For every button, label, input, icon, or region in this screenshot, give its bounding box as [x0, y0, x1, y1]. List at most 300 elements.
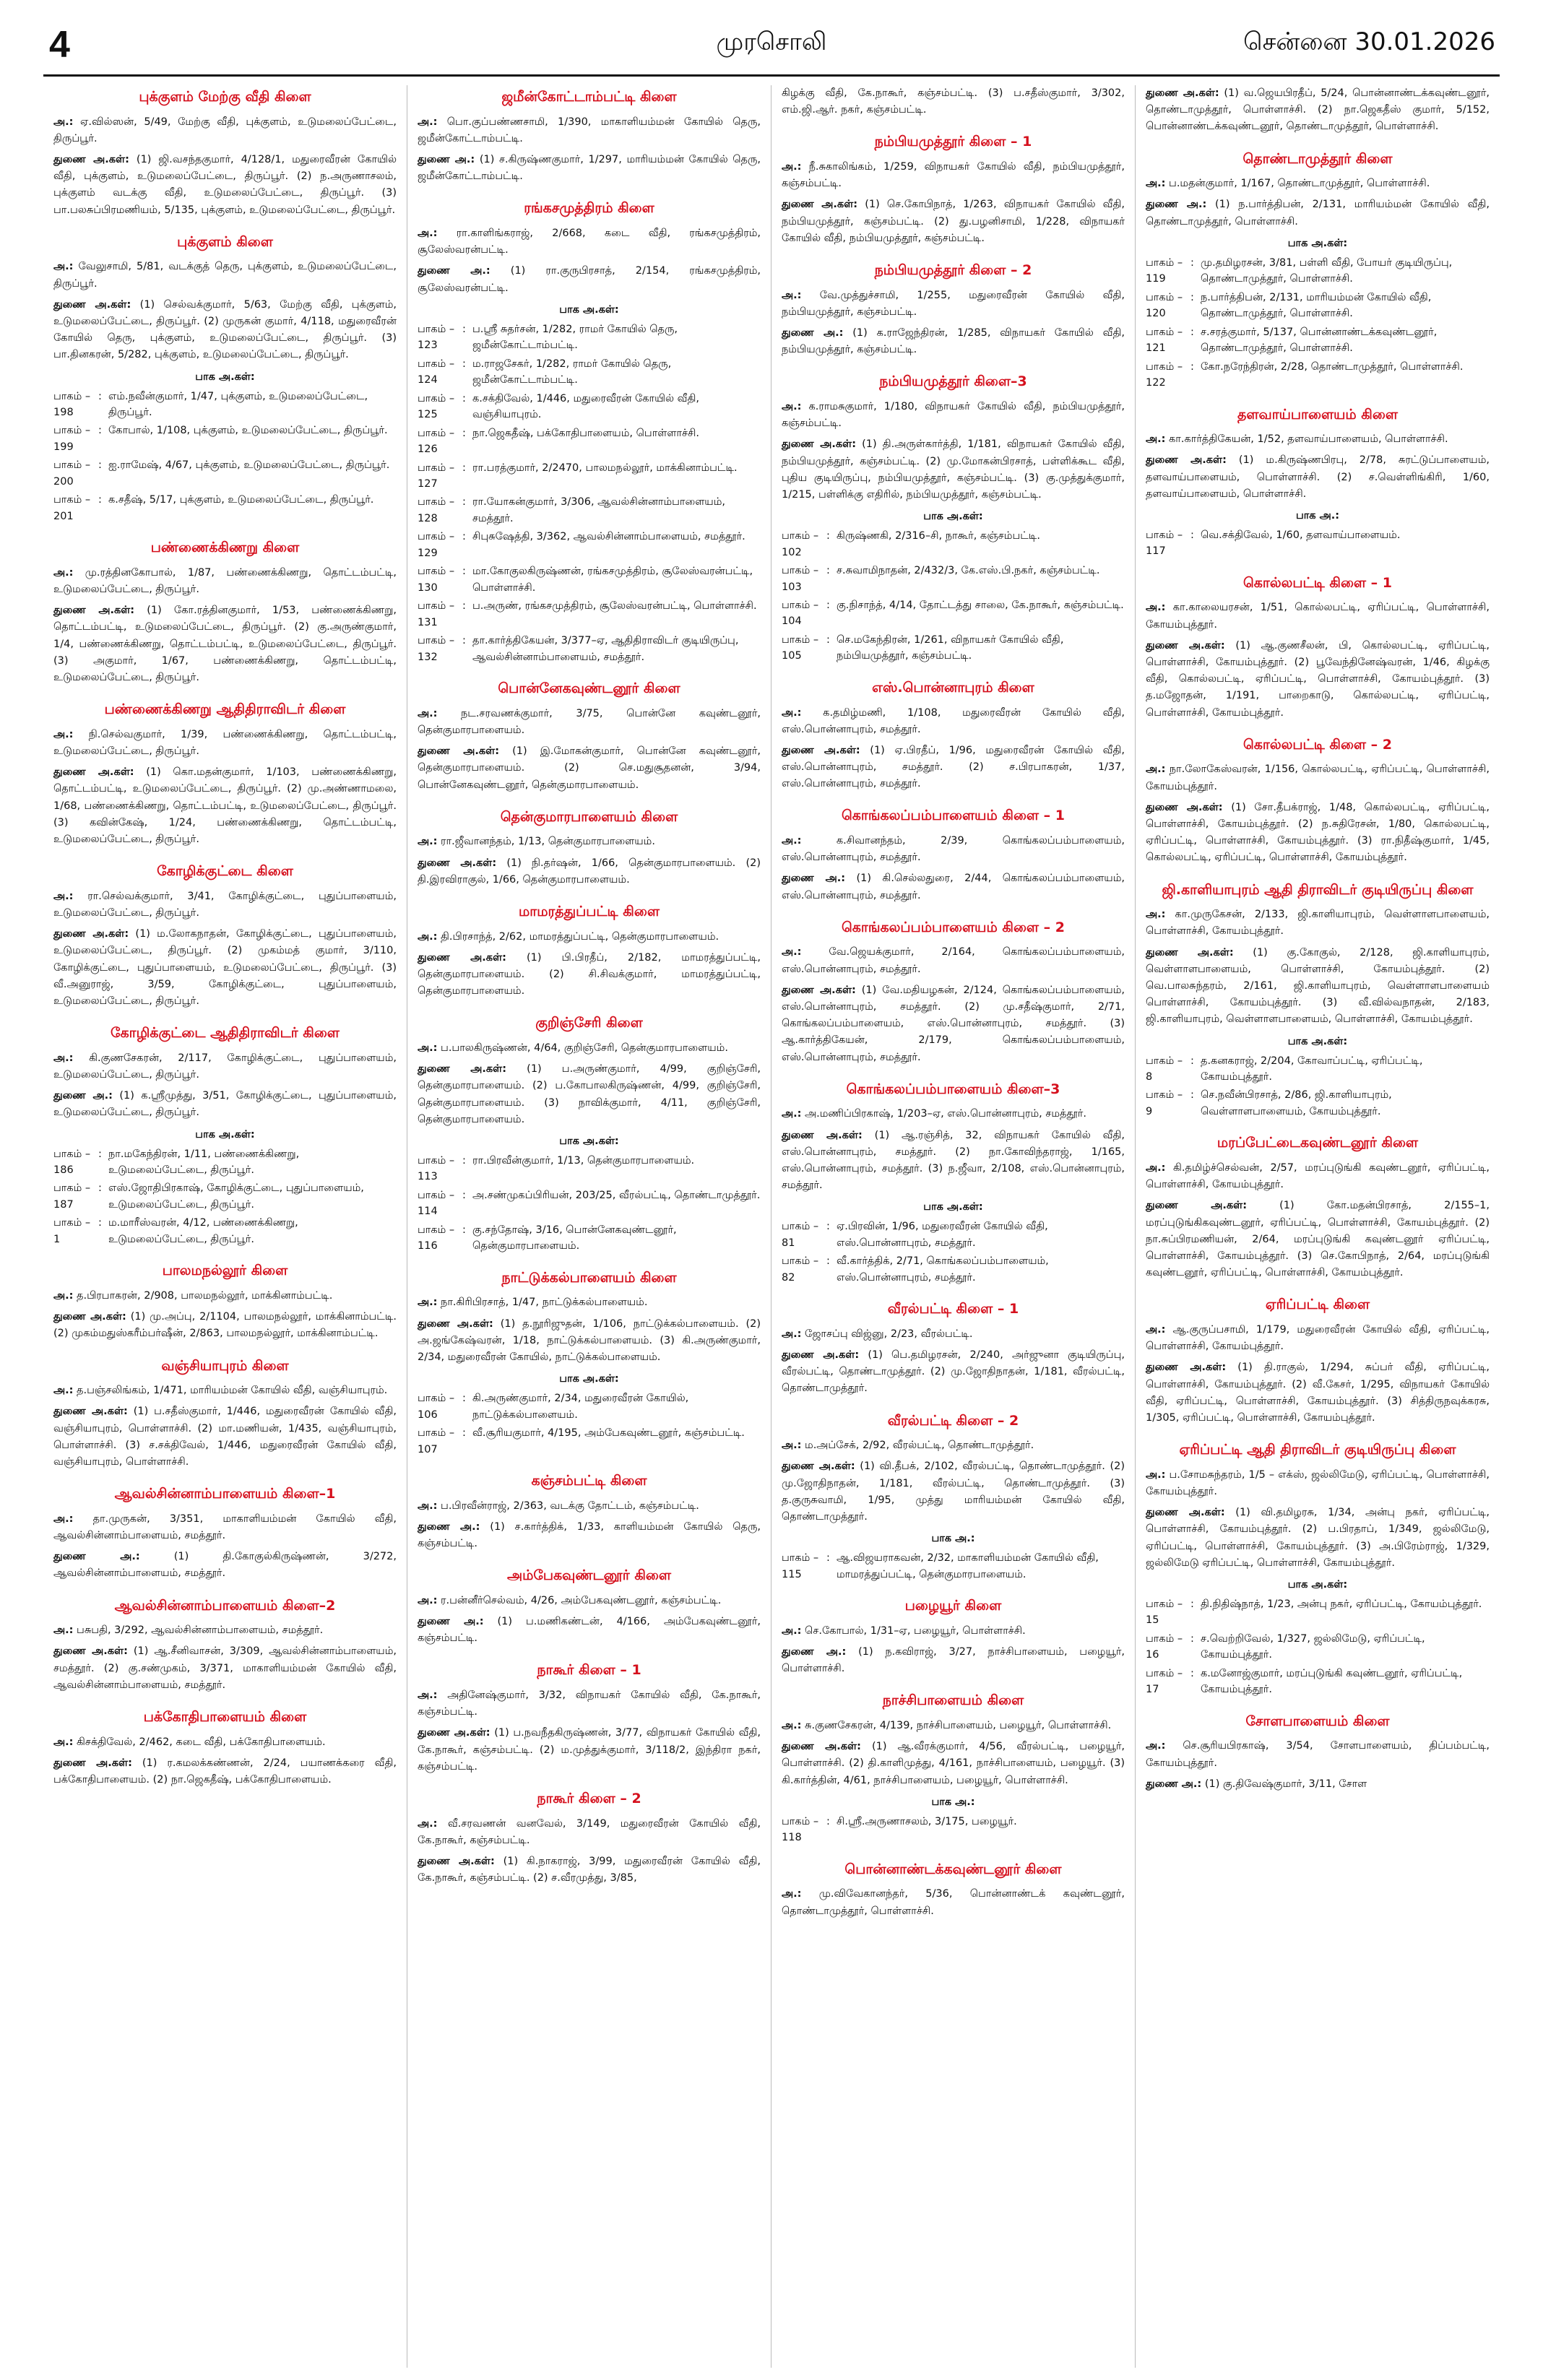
booth-row: [418, 633, 761, 665]
booth-member: செ.நவீன்பிரசாத், 2/86, ஜி.காளியாபுரம், வெள்ளாளபாளையம், கோயம்புத்தூர்.: [1201, 1089, 1392, 1117]
role-label: துணை அ.கள்:: [418, 1063, 507, 1076]
separator: :: [1190, 1598, 1194, 1610]
booth-number: பாகம் – 103: [782, 565, 819, 593]
booth-member: அ.சண்முகப்பிரியன், 203/25, வீரல்பட்டி, தொண்டாமுத்தூர்.: [472, 1189, 761, 1201]
branch-title: கொல்லபட்டி கிளை – 1: [1242, 574, 1393, 591]
booth-member: வீ.கார்த்திக், 2/71, கொங்கலப்பம்பாளையம், எஸ்.பொன்னாபுரம், சமத்தூர்.: [837, 1255, 1049, 1284]
member-details: க.சிவானந்தம், 2/39, கொங்கலப்பம்பாளையம், எஸ்.பொன்னாபுரம், சமத்தூர்.: [782, 835, 1125, 864]
booth-member: க.சதீஷ், 5/17, புக்குளம், உடுமலைப்பேட்டை, திருப்பூர்.: [108, 494, 374, 506]
role-label: அ.:: [53, 1052, 74, 1064]
booth-member: ப.அருண், ரங்கசமுத்திரம், சூலேஸ்வரன்பட்டி, பொள்ளாச்சி.: [472, 600, 757, 613]
booth-member: ம.மாரீஸ்வரன், 4/12, பண்ணைக்கிணறு, உடுமலைப்பேட்டை, திருப்பூர்.: [108, 1217, 298, 1245]
member-entry: [418, 1816, 761, 1849]
member-entry: [53, 259, 397, 292]
booth-member: ம.ராஜசேகர், 1/282, ராமர் கோயில் தெரு, ஜமீன்கோட்டாம்பட்டி.: [472, 358, 672, 386]
member-details: மு.ரத்தினகோபால், 1/87, பண்ணைக்கிணறு, தொட்டம்பட்டி, உடுமலைப்பேட்டை, திருப்பூர்.: [53, 566, 397, 596]
booth-number: பாகம் – 131: [418, 600, 455, 628]
role-label: அ.:: [1146, 1162, 1166, 1174]
member-details: தி.பிரசாந்த், 2/62, மாமரத்துப்பட்டி, தென்குமாரபாளையம்.: [441, 930, 719, 943]
separator: :: [98, 390, 102, 402]
booth-member: கு.சந்தோஷ், 3/16, பொன்னேகவுண்டனூர், தென்குமாரபாளையம்.: [472, 1224, 677, 1252]
member-details: (1) கு.கோகுல், 2/128, ஜி.காளியாபுரம், வெள்ளாளபாளையம், பொள்ளாச்சி, கோயம்புத்தூர். (2) வெ.பாலசுந்தரம், 2/161, ஜி.காளியாபுரம், வெள்ளாளபாளையம் பொள்ளாச்சி, கோயம்புத்தூர். (3) வீ.வில்வநாதன், 2/183, ஜி.காளியாபுரம், வெள்ளாளபாளையம், பொள்ளாச்சி, கோயம்புத்தூர்.: [1146, 946, 1490, 1026]
role-label: துணை அ.கள்:: [53, 154, 129, 166]
member-entry: [782, 1623, 1125, 1640]
branch-section: [1146, 150, 1490, 391]
member-entry: [53, 565, 397, 598]
member-entry: [418, 1853, 761, 1887]
member-details: (1) இ.மோகன்குமார், பொன்னே கவுண்டனூர், தென்குமாரபாளையம். (2) செ.மதுசூதனன், 3/94, பொன்னேகவுண்டனூர், தென்குமாரபாளையம்.: [418, 745, 761, 791]
page-number: 4: [49, 24, 70, 66]
role-label: அ.:: [782, 1719, 802, 1731]
member-details: த.பஞ்சலிங்கம், 1/471, மாரியம்மன் கோயில் வீதி, வஞ்சியாபுரம்.: [77, 1385, 388, 1397]
booth-heading: பாக அ.கள்:: [559, 303, 619, 316]
branch-section: [53, 1485, 397, 1582]
branch-section: [782, 1412, 1125, 1583]
role-label: அ.:: [53, 566, 74, 579]
branch-title: ஏரிப்பட்டி ஆதி திராவிடர் குடியிருப்பு கிளை: [1179, 1442, 1456, 1458]
booth-row: [1146, 255, 1490, 287]
branch-title: பண்ணைக்கிணறு கிளை: [150, 540, 300, 556]
member-details: வே.ஜெயக்குமார், 2/164, கொங்கலப்பம்பாளையம், எஸ்.பொன்னாபுரம், சமத்தூர்.: [782, 946, 1125, 975]
booth-number: பாகம் – 198: [53, 390, 91, 418]
branch-section: [418, 1472, 761, 1552]
separator: :: [462, 496, 466, 509]
role-label: துணை அ.கள்:: [782, 438, 857, 451]
member-details: (1) ந.பார்த்திபன், 2/131, மாரியம்மன் கோயில் வீதி, தொண்டாமுத்தூர், பொள்ளாச்சி.: [1146, 199, 1490, 228]
role-label: அ.:: [782, 835, 802, 847]
booth-number: பாகம் – 17: [1146, 1667, 1183, 1696]
separator: :: [826, 530, 830, 542]
branch-section: [53, 1262, 397, 1342]
member-details: (1) நி.தர்ஷன், 1/66, தென்குமாரபாளையம். (2) தி.இரவிராகுல், 1/66, தென்குமாரபாளையம்.: [418, 857, 761, 886]
member-details: ப.பிரவீன்ராஜ், 2/363, வடக்கு தோட்டம், கஞ்சம்பட்டி.: [441, 1500, 699, 1512]
booth-number: பாகம் – 106: [418, 1393, 455, 1421]
role-label: அ.:: [418, 836, 438, 848]
separator: :: [1190, 360, 1194, 373]
separator: :: [462, 1224, 466, 1236]
member-entry: [782, 1347, 1125, 1398]
separator: :: [98, 1217, 102, 1229]
role-label: துணை அ.கள்:: [53, 298, 131, 311]
branch-section: [418, 88, 761, 185]
role-label: துணை அ.:: [418, 265, 490, 277]
booth-member: ஆ.விஜயராகவன், 2/32, மாகாளியம்மன் கோயில் வீதி, மாமரத்துப்பட்டி, தென்குமாரபாளையம்.: [837, 1552, 1099, 1580]
branch-section: [418, 1567, 761, 1647]
member-entry: [418, 1519, 761, 1552]
branch-title: குறிஞ்சேரி கிளை: [535, 1015, 643, 1031]
branch-section: [782, 679, 1125, 793]
member-details: (1) ஆ.வீரக்குமார், 4/56, வீரல்பட்டி, பழையூர், பொள்ளாச்சி. (2) தி.காளிமுத்து, 4/161, நாச்சிபாளையம், பழையூர். (3) கி.கார்த்தின், 4/61, நாச்சிபாளையம், பழையூர், பொள்ளாச்சி.: [782, 1741, 1125, 1786]
member-details: நீ.சுகாலிங்கம், 1/259, விநாயகர் கோயில் வீதி, நம்பியமுத்தூர், கஞ்சம்பட்டி.: [782, 161, 1125, 190]
booth-row: [1146, 1596, 1490, 1629]
role-label: அ.:: [53, 261, 74, 273]
role-label: துணை அ.கள்:: [53, 1757, 132, 1769]
member-details: நா.கிரிபிரசாத், 1/47, நாட்டுக்கல்பாளையம்.: [441, 1297, 648, 1309]
booth-member: ச.வெற்றிவேல், 1/327, ஜல்லிமேடு, ஏரிப்பட்டி, கோயம்புத்தூர்.: [1201, 1632, 1425, 1661]
member-details: கா.கார்த்திகேயன், 1/52, தளவாய்பாளையம், பொள்ளாச்சி.: [1169, 433, 1448, 446]
branch-title: கோழிக்குட்டை கிளை: [157, 863, 293, 880]
role-label: துணை அ.:: [418, 1616, 484, 1628]
member-details: ரா.காளிங்கராஜ், 2/668, கடை வீதி, ரங்கசமுத்திரம், சூலேஸ்வரன்பட்டி.: [418, 228, 761, 256]
booth-number: பாகம் – 119: [1146, 256, 1183, 285]
member-entry: [418, 834, 761, 850]
booth-number: பாகம் – 105: [782, 633, 819, 662]
member-details: கி.தமிழ்ச்செல்வன், 2/57, மரப்புடுங்கி கவுண்டனூர், ஏரிப்பட்டி, பொள்ளாச்சி, கோயம்புத்தூர்.: [1146, 1162, 1490, 1191]
role-label: துணை அ.கள்:: [418, 1727, 490, 1739]
booth-row: [1146, 527, 1490, 560]
separator: :: [826, 1221, 830, 1233]
member-entry: [418, 263, 761, 296]
member-details: ஜோசப்பு விஜ்னு, 2/23, வீரல்பட்டி.: [805, 1328, 973, 1340]
member-entry: [782, 436, 1125, 503]
member-entry: [418, 225, 761, 259]
member-entry: [418, 929, 761, 945]
member-entry: [782, 705, 1125, 738]
member-details: (1) ந.கவிராஜ், 3/27, நாச்சிபாளையம், பழையூர், பொள்ளாச்சி.: [782, 1645, 1125, 1675]
branch-section: [782, 373, 1125, 665]
booth-heading: பாக அ.கள்:: [195, 1128, 255, 1141]
member-entry: [1146, 85, 1490, 136]
role-label: அ.:: [418, 1297, 438, 1309]
role-label: துணை அ.கள்:: [1146, 87, 1219, 99]
booth-member: ஏ.பிரவின், 1/96, மதுரைவீரன் கோயில் வீதி, எஸ்.பொன்னாபுரம், சமத்தூர்.: [837, 1221, 1048, 1249]
member-details: (1) தி.அருள்கார்த்தி, 1/181, விநாயகர் கோயில் வீதி, நம்பியமுத்தூர், கஞ்சம்பட்டி. (2) மு.மோகன்பிரசாத், பள்ளிக்கூட வீதி, புதிய குடியிருப்பு, நம்பியமுத்தூர், கஞ்சம்பட்டி. (3) கு.முத்துக்குமார், 1/215, பள்ளிக்கு எதிரில், நம்பியமுத்தூர், கஞ்சம்பட்டி.: [782, 438, 1125, 501]
member-entry: [418, 114, 761, 147]
branch-title: தொண்டாமுத்தூர் கிளை: [1242, 150, 1393, 167]
role-label: துணை அ.:: [1146, 1778, 1202, 1790]
booth-member: செ.மகேந்திரன், 1/261, விநாயகர் கோயில் வீதி, நம்பியமுத்தூர், கஞ்சம்பட்டி.: [837, 633, 1064, 662]
branch-section: [53, 539, 397, 686]
role-label: அ.:: [418, 1042, 438, 1054]
role-label: துணை அ.கள்:: [1146, 639, 1225, 652]
branch-section: [782, 261, 1125, 358]
separator: :: [462, 1154, 466, 1167]
member-entry: [1146, 1322, 1490, 1355]
booth-heading: பாக அ.கள்:: [195, 371, 255, 383]
branch-section: [1146, 1713, 1490, 1793]
branch-title: நம்பியமுத்தூர் கிளை – 1: [874, 134, 1032, 150]
role-label: அ.:: [53, 1624, 74, 1637]
role-label: அ.:: [53, 728, 74, 740]
separator: :: [462, 531, 466, 543]
member-details: ர.பன்னீர்செல்வம், 4/26, அம்பேகவுண்டனூர், கஞ்சம்பட்டி.: [441, 1594, 722, 1606]
booth-row: [53, 389, 397, 421]
branch-title: தளவாய்பாளையம் கிளை: [1237, 406, 1398, 423]
member-details: (1) சோ.தீபக்ராஜ், 1/48, கொல்லபட்டி, ஏரிப்பட்டி, பொள்ளாச்சி, கோயம்புத்தூர். (2) ந.சுதிரேசன், 1/80, கொல்லபட்டி, ஏரிப்பட்டி, பொள்ளாச்சி, கோயம்புத்தூர். (3) ரா.நிதீஷ்குமார், 1/45, கொல்லபட்டி, ஏரிப்பட்டி, பொள்ளாச்சி, கோயம்புத்தூர்.: [1146, 801, 1490, 864]
member-entry: [1146, 906, 1490, 940]
member-entry: [418, 1040, 761, 1057]
booth-row: [1146, 1087, 1490, 1120]
booth-row: [1146, 1631, 1490, 1663]
role-label: அ.:: [53, 1736, 74, 1748]
member-entry: [782, 325, 1125, 358]
member-details: (1) ஜி.வசந்தகுமார், 4/128/1, மதுரைவீரன் கோயில் வீதி, புக்குளம், உடுமலைப்பேட்டை, திருப்பூர். (2) ந.அருணாசலம், புக்குளம் வடக்கு வீதி, உடுமலைப்பேட்டை, திருப்பூர். (3) பா.பலசுப்பிரமணியம், 5/135, புக்குளம், உடுமலைப்பேட்டை, திருப்பூர்.: [53, 154, 397, 216]
separator: :: [462, 1393, 466, 1405]
booth-member: எஸ்.ஜோதிபிரகாஷ், கோழிக்குட்டை, புதுப்பாளையம், உடுமலைப்பேட்டை, திருப்பூர்.: [108, 1182, 364, 1211]
booth-member: ரா.பிரவீன்குமார், 1/13, தென்குமாரபாளையம்.: [472, 1154, 695, 1167]
separator: :: [462, 566, 466, 578]
role-label: துணை அ.கள்:: [782, 199, 858, 211]
branch-section: [782, 133, 1125, 247]
booth-row: [782, 1814, 1125, 1846]
separator: :: [462, 1427, 466, 1440]
booth-row: [418, 598, 761, 631]
booth-row: [418, 356, 761, 389]
role-label: அ.:: [782, 400, 802, 412]
role-label: அ.:: [782, 1108, 802, 1120]
member-entry: [782, 287, 1125, 321]
newspaper-name: முரசொலி: [716, 27, 827, 56]
role-label: அ.:: [53, 116, 74, 128]
booth-member: கி.அருண்குமார், 2/34, மதுரைவீரன் கோயில், நாட்டுக்கல்பாளையம்.: [472, 1393, 689, 1421]
member-details: (1) ஆ.குணசீலன், பி, கொல்லபட்டி, ஏரிப்பட்டி, பொள்ளாச்சி, கோயம்புத்தூர். (2) பூவேந்தினேஷ்வரன், 1/46, கிழக்கு வீதி, கொல்லபட்டி, ஏரிப்பட்டி, பொள்ளாச்சி, கோயம்புத்தூர். (3) த.மஜோதன், 1/191, பாறைகாடு, கொல்லபட்டி, ஏரிப்பட்டி, பொள்ளாச்சி, கோயம்புத்தூர்.: [1146, 639, 1490, 719]
column-4: [1136, 85, 1500, 2368]
role-label: அ.:: [1146, 763, 1166, 776]
member-details: (1) ப.சதீஸ்குமார், 1/446, மதுரைவீரன் கோயில் வீதி, வஞ்சியாபுரம், பொள்ளாச்சி. (2) மா.மணியன், 1/435, வஞ்சியாபுரம், பொள்ளாச்சி. (3) ச.சக்திவேல், 1/446, மதுரைவீரன் கோயில் வீதி, வஞ்சியாபுரம், பொள்ளாச்சி.: [53, 1406, 397, 1468]
member-details: (1) ப.நவநீதகிருஷ்ணன், 3/77, விநாயகர் கோயில் வீதி, கே.நாகூர், கஞ்சம்பட்டி. (2) ம.முத்துக்குமார், 3/118/2, இந்திரா நகர், கஞ்சம்பட்டி.: [418, 1727, 761, 1773]
booth-row: [418, 563, 761, 596]
role-label: அ.:: [782, 289, 802, 301]
booth-row: [53, 492, 397, 524]
member-details: (1) வி.தீபக், 2/102, வீரல்பட்டி, தொண்டாமுத்தூர். (2) மு.ஜோதிநாதன், 1/181, வீரல்பட்டி, தொண்டாமுத்தூர். (3) த.குருசுவாமி, 1/95, முத்து மாரியம்மன் கோயில் வீதி, தொண்டாமுத்தூர்.: [782, 1461, 1125, 1523]
member-details: ரா.ஜீவானந்தம், 1/13, தென்குமாரபாளையம்.: [441, 836, 655, 848]
member-entry: [53, 114, 397, 147]
member-details: (1) தி.ராகுல், 1/294, சுப்பர் வீதி, ஏரிப்பட்டி, பொள்ளாச்சி, கோயம்புத்தூர். (2) வீ.கேசர், 1/295, விநாயகர் கோயில் வீதி, ஏரிப்பட்டி, பொள்ளாச்சி, கோயம்புத்தூர். (3) சித்திருநவுக்கரசு, 1/305, ஏரிப்பட்டி, பொள்ளாச்சி, கோயம்புத்தூர்.: [1146, 1362, 1490, 1424]
role-label: அ.:: [1146, 433, 1166, 446]
member-entry: [53, 602, 397, 686]
member-entry: [782, 1644, 1125, 1677]
separator: :: [98, 459, 102, 472]
separator: :: [1190, 1089, 1194, 1102]
member-details: கா.முருகேசன், 2/133, ஜி.காளியாபுரம், வெள்ளாளபாளையம், பொள்ளாச்சி, கோயம்புத்தூர்.: [1146, 909, 1490, 938]
booth-member: ந.பார்த்திபன், 2/131, மாரியம்மன் கோயில் வீதி, தொண்டாமுத்தூர், பொள்ளாச்சி.: [1201, 291, 1432, 320]
role-label: அ.:: [782, 1328, 802, 1340]
role-label: துணை அ.:: [782, 1645, 847, 1658]
branch-title: கொங்கலப்பம்பாளையம் கிளை – 1: [841, 808, 1066, 824]
role-label: துணை அ.கள்:: [782, 1129, 863, 1141]
booth-member: க.மனோஜ்குமார், மரப்புடுங்கி கவுண்டனூர், ஏரிப்பட்டி, கோயம்புத்தூர்.: [1201, 1667, 1463, 1696]
member-entry: [53, 1511, 397, 1544]
branch-title: பக்கோதிபாளையம் கிளை: [143, 1708, 307, 1725]
role-label: துணை அ.:: [418, 1520, 480, 1533]
role-label: துணை அ.:: [782, 326, 844, 339]
member-entry: [53, 727, 397, 760]
role-label: அ.:: [53, 890, 74, 902]
member-entry: [53, 926, 397, 1010]
member-entry: [1146, 761, 1490, 795]
booth-member: ரா.யோகன்குமார், 3/306, ஆவல்சின்னாம்பாளையம், சமத்தூர்.: [472, 496, 726, 524]
branch-section: [53, 1597, 397, 1694]
role-label: அ.:: [1146, 178, 1166, 190]
member-details: நட.சரவணக்குமார், 3/75, பொன்னே கவுண்டனூர், தென்குமாரபாளையம்.: [418, 707, 761, 736]
branch-title: அம்பேகவுண்டனூர் கிளை: [506, 1567, 672, 1584]
role-label: அ.:: [782, 1440, 802, 1452]
branch-title: ஜி.காளியாபுரம் ஆதி திராவிடர் குடியிருப்பு கிளை: [1162, 881, 1474, 898]
branch-title: ரங்கசமுத்திரம் கிளை: [524, 200, 654, 217]
booth-row: [418, 425, 761, 458]
member-entry: [1146, 1198, 1490, 1281]
member-entry: [782, 1718, 1125, 1734]
booth-number: பாகம் – 123: [418, 323, 455, 352]
role-label: துணை அ.கள்:: [782, 984, 856, 996]
member-details: நி.செல்வகுமார், 1/39, பண்ணைக்கிணறு, தொட்டம்பட்டி, உடுமலைப்பேட்டை, திருப்பூர்.: [53, 728, 397, 758]
role-label: துணை அ.கள்:: [1146, 454, 1227, 467]
branch-section: [53, 1024, 397, 1247]
branch-section: [782, 1597, 1125, 1677]
booth-row: [1146, 359, 1490, 391]
booth-number: பாகம் – 117: [1146, 529, 1183, 558]
branch-title: கோழிக்குட்டை ஆதிதிராவிடர் கிளை: [111, 1025, 340, 1042]
member-details: (1) வி.தமிழரசு, 1/34, அன்பு நகர், ஏரிப்பட்டி, பொள்ளாச்சி, கோயம்புத்தூர். (2) ப.பிரதாப், 1/349, ஜல்லிமேடு, ஏரிப்பட்டி, பொள்ளாச்சி, கோயம்புத்தூர். (3) அ.பிரேம்ராஜ், 1/329, ஜல்லிமேடு ஏரிப்பட்டி, பொள்ளாச்சி, கோயம்புத்தூர்.: [1146, 1507, 1490, 1569]
branch-section: [53, 88, 397, 219]
role-label: அ.:: [1146, 602, 1166, 614]
separator: :: [98, 1148, 102, 1160]
separator: :: [462, 462, 466, 474]
member-entry: [418, 1316, 761, 1367]
branch-section: [53, 862, 397, 1010]
branch-section: [1146, 574, 1490, 722]
branch-title: எஸ்.பொன்னாபுரம் கிளை: [872, 679, 1034, 696]
member-entry: [1146, 945, 1490, 1029]
member-details: (1) ச.கிருஷ்ணகுமார், 1/297, மாரியம்மன் கோயில் தெரு, ஜமீன்கோட்டாம்பட்டி.: [418, 154, 761, 183]
booth-number: பாகம் – 125: [418, 392, 455, 421]
booth-row: [782, 1219, 1125, 1251]
member-details: செ.சூரியபிரகாஷ், 3/54, சோளபாளையம், திப்பம்பட்டி, கோயம்புத்தூர்.: [1146, 1740, 1490, 1769]
member-details: (1) ஏ.பிரதீப், 1/96, மதுரைவீரன் கோயில் வீதி, எஸ்.பொன்னாபுரம், சமத்தூர். (2) ச.பிரபாகரன், 1/37, எஸ்.பொன்னாபுரம், சமத்தூர்.: [782, 744, 1125, 790]
branch-title: கொல்லபட்டி கிளை – 2: [1242, 736, 1393, 753]
branch-section: [418, 199, 761, 665]
member-details: வேலுசாமி, 5/81, வடக்குத் தெரு, புக்குளம், உடுமலைப்பேட்டை, திருப்பூர்.: [53, 261, 397, 290]
booth-member: த.கனகராஜ், 2/204, கோவாப்பட்டி, ஏரிப்பட்டி, கோயம்புத்தூர்.: [1201, 1055, 1423, 1083]
booth-number: பாகம் – 107: [418, 1427, 455, 1455]
booth-number: பாகம் – 1: [53, 1217, 91, 1245]
booth-member: கு.நிசாந்த், 4/14, தோட்டத்து சாலை, கே.நாகூர், கஞ்சம்பட்டி.: [837, 599, 1124, 611]
booth-row: [418, 1390, 761, 1423]
booth-member: ஐ.ராமேஷ், 4/67, புக்குளம், உடுமலைப்பேட்டை, திருப்பூர்.: [108, 459, 390, 472]
role-label: துணை அ.கள்:: [418, 745, 500, 758]
role-label: துணை அ.:: [53, 1551, 140, 1563]
member-entry: [1146, 1738, 1490, 1771]
branch-section: [53, 233, 397, 525]
role-label: அ.:: [418, 116, 438, 128]
member-entry: [782, 1128, 1125, 1195]
booth-row: [1146, 1666, 1490, 1698]
separator: :: [826, 1815, 830, 1827]
booth-number: பாகம் – 115: [782, 1552, 819, 1580]
member-details: அதினேஷ்குமார், 3/32, விநாயகர் கோயில் வீதி, கே.நாகூர், கஞ்சம்பட்டி.: [418, 1689, 761, 1718]
role-label: அ.:: [53, 1513, 74, 1525]
booth-member: க.சக்திவேல், 1/446, மதுரைவீரன் கோயில் வீதி, வஞ்சியாபுரம்.: [472, 392, 700, 421]
booth-member: தி.நிதிஷ்நாத், 1/23, அன்பு நகர், ஏரிப்பட்டி, கோயம்புத்தூர்.: [1201, 1598, 1482, 1610]
role-label: துணை அ.:: [1146, 199, 1207, 211]
branch-title: நாச்சிபாளையம் கிளை: [882, 1692, 1024, 1709]
member-entry: [782, 1326, 1125, 1343]
member-entry: [782, 1437, 1125, 1454]
branch-title: ஆவல்சின்னாம்பாளையம் கிளை–1: [114, 1486, 336, 1502]
branch-section: [1146, 85, 1490, 136]
separator: :: [826, 1552, 830, 1565]
branch-title: புக்குளம் கிளை: [177, 233, 273, 250]
booth-row: [53, 423, 397, 455]
branch-title: பொன்னேகவுண்டனூர் கிளை: [498, 680, 680, 697]
role-label: துணை அ.கள்:: [418, 951, 506, 964]
member-entry: [418, 1593, 761, 1609]
branch-section: [782, 1861, 1125, 1920]
member-details: (1) ம.லோகநாதன், கோழிக்குட்டை, புதுப்பாளையம், உடுமலைப்பேட்டை, திருப்பூர். (2) முகம்மத் குமார், 3/110, கோழிக்குட்டை, புதுப்பாளையம், உடுமலைப்பேட்டை, திருப்பூர். (3) வீ.அனுராஜ், 3/59, கோழிக்குட்டை, புதுப்பாளையம், உடுமலைப்பேட்டை, திருப்பூர்.: [53, 928, 397, 1007]
role-label: அ.:: [1146, 1740, 1166, 1752]
role-label: துணை அ.கள்:: [1146, 946, 1234, 959]
member-entry: [53, 1288, 397, 1304]
booth-member: ப.ஸ்ரீ சுதர்சன், 1/282, ராமர் கோயில் தெரு, ஜமீன்கோட்டாம்பட்டி.: [472, 323, 678, 352]
branch-title: நாகூர் கிளை – 1: [537, 1662, 641, 1679]
branch-section: [782, 919, 1125, 1066]
booth-row: [53, 457, 397, 490]
booth-number: பாகம் – 186: [53, 1148, 91, 1176]
member-entry: [53, 1622, 397, 1639]
member-details: (1) ப.அருண்குமார், 4/99, குறிஞ்சேரி, தென்குமாரபாளையம். (2) ப.கோபாலகிருஷ்ணன், 4/99, குறிஞ்சேரி, தென்குமாரபாளையம். (3) நாவிக்குமார், 4/11, குறிஞ்சேரி, தென்குமாரபாளையம்.: [418, 1063, 761, 1125]
role-label: அ.:: [418, 1500, 438, 1512]
branch-section: [1146, 1134, 1490, 1281]
booth-row: [1146, 324, 1490, 357]
role-label: அ.:: [782, 161, 802, 173]
member-details: (1) ஆ.சீனிவாசன், 3/309, ஆவல்சின்னாம்பாளையம், சமத்தூர். (2) கு.சண்முகம், 3/371, மாகாளியம்மன் கோயில் வீதி, ஆவல்சின்னாம்பாளையம், சமத்தூர்.: [53, 1645, 397, 1691]
booth-row: [1146, 1053, 1490, 1086]
member-details: (1) கொ.மதன்குமார், 1/103, பண்ணைக்கிணறு, தொட்டம்பட்டி, உடுமலைப்பேட்டை, திருப்பூர். (2) மு.அண்ணாமலை, 1/68, பண்ணைக்கிணறு, தொட்டம்பட்டி, உடுமலைப்பேட்டை, திருப்பூர். (3) கவின்கேஷ், 1/24, பண்ணைக்கிணறு, தொட்டம்பட்டி, உடுமலைப்பேட்டை, திருப்பூர்.: [53, 766, 397, 845]
member-details: ம.அப்சேக், 2/92, வீரல்பட்டி, தொண்டாமுத்தூர்.: [805, 1440, 1034, 1452]
member-details: ஏ.வில்ஸன், 5/49, மேற்கு வீதி, புக்குளம், உடுமலைப்பேட்டை, திருப்பூர்.: [53, 116, 397, 144]
booth-row: [418, 1425, 761, 1458]
separator: :: [98, 425, 102, 437]
branch-title: பாலமநல்லூர் கிளை: [162, 1263, 288, 1279]
booth-number: பாகம் – 126: [418, 427, 455, 456]
branch-section: [782, 1300, 1125, 1397]
separator: :: [826, 1255, 830, 1268]
booth-number: பாகம் – 8: [1146, 1055, 1183, 1083]
booth-number: பாகம் – 199: [53, 425, 91, 453]
member-details: (1) வ.ஜெயபிரதீப், 5/24, பொன்னாண்டக்கவுண்டனூர், தொண்டாமுத்தூர், பொள்ளாச்சி. (2) நா.ஜெகதீஸ் குமார், 5/152, பொன்னாண்டக்கவுண்டனூர், தொண்டாமுத்தூர், பொள்ளாச்சி.: [1146, 87, 1490, 133]
booth-number: பாகம் – 130: [418, 566, 455, 594]
branch-title: கஞ்சம்பட்டி கிளை: [531, 1472, 647, 1489]
member-details: (1) த.நூரிஜுதன், 1/106, நாட்டுக்கல்பாளையம். (2) அ.ஜங்கேஷ்வரன், 1/18, நாட்டுக்கல்பாளையம். (3) கி.அருண்குமார், 2/34, மதுரைவீரன் கோயில், நாட்டுக்கல்பாளையம்.: [418, 1317, 761, 1363]
branch-title: கொங்கலப்பம்பாளையம் கிளை – 2: [841, 919, 1066, 935]
branch-section: [53, 701, 397, 848]
member-entry: [1146, 1776, 1490, 1793]
booth-member: எம்.நவீன்குமார், 1/47, புக்குளம், உடுமலைப்பேட்டை, திருப்பூர்.: [108, 390, 368, 418]
booth-row: [782, 563, 1125, 595]
member-details: நா.லோகேஸ்வரன், 1/156, கொல்லபட்டி, ஏரிப்பட்டி, பொள்ளாச்சி, கோயம்புத்தூர்.: [1146, 763, 1490, 792]
branch-title: பழையூர் கிளை: [904, 1598, 1002, 1614]
role-label: துணை அ.கள்:: [53, 766, 134, 779]
member-entry: [1146, 1160, 1490, 1193]
separator: :: [1190, 326, 1194, 338]
booth-heading: பாக அ.கள்:: [923, 511, 983, 523]
branch-title: நாகூர் கிளை – 2: [537, 1790, 641, 1806]
member-details: த.பிரபாகரன், 2/908, பாலமநல்லூர், மாக்கினாம்பட்டி.: [77, 1289, 333, 1302]
booth-member: வெ.சக்திவேல், 1/60, தளவாய்பாளையம்.: [1201, 529, 1401, 541]
member-entry: [418, 1061, 761, 1128]
role-label: துணை அ.:: [53, 1090, 113, 1102]
role-label: அ.:: [782, 1624, 802, 1637]
column-1: [43, 85, 407, 2368]
member-details: ப.மதன்குமார், 1/167, தொண்டாமுத்தூர், பொள்ளாச்சி.: [1169, 178, 1430, 190]
branch-section: [53, 1708, 397, 1788]
member-details: அ.மணிப்பிரகாஷ், 1/203–ஏ, எஸ்.பொன்னாபுரம், சமத்தூர்.: [805, 1108, 1086, 1120]
branch-title: வீரல்பட்டி கிளை – 1: [887, 1301, 1019, 1317]
member-entry: [53, 1643, 397, 1694]
member-details: (1) தி.கோகுல்கிருஷ்ணன், 3/272, ஆவல்சின்னாம்பாளையம், சமத்தூர்.: [53, 1551, 397, 1580]
branch-title: பண்ணைக்கிணறு ஆதிதிராவிடர் கிளை: [104, 701, 346, 718]
branch-section: [1146, 406, 1490, 560]
